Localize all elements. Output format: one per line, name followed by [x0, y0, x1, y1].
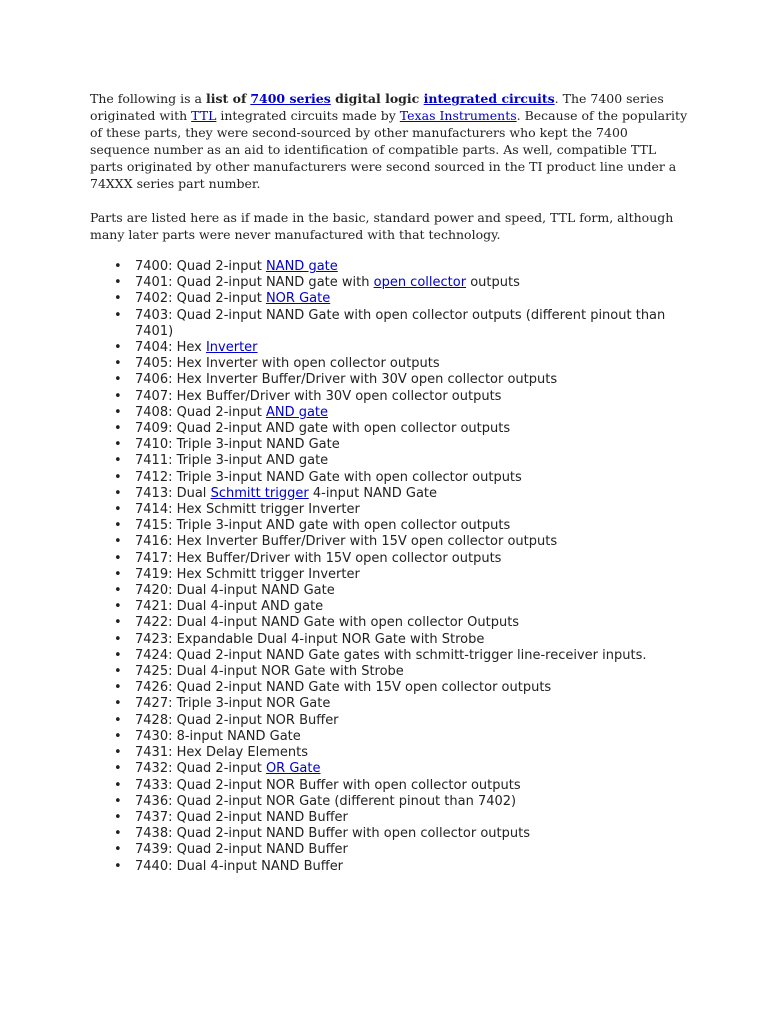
- bullet-icon: •: [114, 404, 122, 420]
- list-item-text: 7430: 8-input NAND Gate: [135, 728, 301, 744]
- intro-text: The following is a: [90, 91, 206, 106]
- list-item-text: 7437: Quad 2-input NAND Buffer: [135, 809, 348, 825]
- list-item: [90, 826, 690, 842]
- list-item-text: 7438: Quad 2-input NAND Buffer with open collector outputs: [135, 826, 530, 842]
- intro-bold-text: digital logic: [330, 91, 424, 106]
- bullet-icon: •: [114, 534, 122, 550]
- list-item-text: 7415: Triple 3-input AND gate with open collector outputs: [135, 518, 511, 534]
- link-ttl[interactable]: TTL: [191, 108, 217, 123]
- list-item-link[interactable]: Schmitt trigger: [210, 485, 309, 501]
- list-item-text: 4-input NAND Gate: [308, 485, 438, 501]
- bullet-icon: •: [114, 761, 122, 777]
- bullet-icon: •: [114, 356, 122, 372]
- list-item-text: 7428: Quad 2-input NOR Buffer: [135, 712, 339, 728]
- list-item: [90, 680, 690, 696]
- list-item-text: 7432: Quad 2-input: [135, 761, 266, 777]
- intro-text: integrated circuits made by: [216, 108, 400, 123]
- list-item: [90, 859, 690, 875]
- bullet-icon: •: [114, 469, 122, 485]
- parts-list: [90, 259, 690, 875]
- list-item-link[interactable]: open collector: [373, 275, 467, 291]
- list-item: [90, 551, 690, 567]
- list-item: [90, 275, 690, 291]
- list-item-text: 7404: Hex: [135, 340, 206, 356]
- bullet-icon: •: [114, 437, 122, 453]
- list-item-text: 7425: Dual 4-input NOR Gate with Strobe: [135, 664, 404, 680]
- list-item: [90, 356, 690, 372]
- list-item: [90, 745, 690, 761]
- list-item-text: 7414: Hex Schmitt trigger Inverter: [135, 502, 360, 518]
- bullet-icon: •: [114, 307, 122, 323]
- list-item: [90, 599, 690, 615]
- list-item: [90, 696, 690, 712]
- bullet-icon: •: [114, 696, 122, 712]
- list-item-text: 7440: Dual 4-input NAND Buffer: [135, 858, 344, 874]
- bullet-icon: •: [114, 583, 122, 599]
- bullet-icon: •: [114, 728, 122, 744]
- bullet-icon: •: [114, 680, 122, 696]
- link-texas-instruments[interactable]: Texas Instruments: [399, 108, 517, 123]
- list-item-text: 7436: Quad 2-input NOR Gate (different pinout than 7402): [135, 793, 517, 809]
- list-item: [90, 486, 690, 502]
- intro-text: . The 7400 series originated with: [90, 91, 664, 123]
- list-item: [90, 291, 690, 307]
- list-item: [90, 340, 690, 356]
- intro-text: . Because of the popularity of these parts, they were second-sourced by other manufacturers who kept the 7400 sequence number as an aid to identification of compatible parts. As well, compatible TTL parts originated by other manufacturers were second sourced in the TI product line under a 74XXX series part number.: [90, 108, 688, 191]
- bullet-icon: •: [114, 777, 122, 793]
- bullet-icon: •: [114, 647, 122, 663]
- list-item-text: 7403: Quad 2-input NAND Gate with open collector outputs (different pinout than 7401): [135, 307, 666, 339]
- bullet-icon: •: [114, 809, 122, 825]
- list-item-text: 7406: Hex Inverter Buffer/Driver with 30V open collector outputs: [135, 372, 558, 388]
- document-page: [90, 90, 690, 875]
- list-item-text: 7412: Triple 3-input NAND Gate with open collector outputs: [135, 469, 522, 485]
- bullet-icon: •: [114, 826, 122, 842]
- list-item-text: 7408: Quad 2-input: [135, 404, 266, 420]
- bullet-icon: •: [114, 745, 122, 761]
- list-item: [90, 421, 690, 437]
- list-item: [90, 259, 690, 275]
- list-item: [90, 534, 690, 550]
- list-item-text: 7407: Hex Buffer/Driver with 30V open collector outputs: [135, 388, 502, 404]
- bullet-icon: •: [114, 453, 122, 469]
- list-item-text: 7413: Dual: [135, 485, 211, 501]
- bullet-icon: •: [114, 664, 122, 680]
- list-item-text: 7424: Quad 2-input NAND Gate gates with schmitt-trigger line-receiver inputs.: [135, 647, 647, 663]
- list-item-text: 7421: Dual 4-input AND gate: [135, 599, 324, 615]
- bullet-icon: •: [114, 631, 122, 647]
- list-item-text: 7411: Triple 3-input AND gate: [135, 453, 329, 469]
- list-item-text: 7417: Hex Buffer/Driver with 15V open collector outputs: [135, 550, 502, 566]
- list-item-text: outputs: [466, 275, 520, 291]
- bullet-icon: •: [114, 566, 122, 582]
- list-item-text: 7426: Quad 2-input NAND Gate with 15V open collector outputs: [135, 680, 552, 696]
- list-item-text: 7400: Quad 2-input: [135, 259, 266, 274]
- list-item: [90, 810, 690, 826]
- bullet-icon: •: [114, 550, 122, 566]
- bullet-icon: •: [114, 275, 122, 291]
- list-item-text: 7439: Quad 2-input NAND Buffer: [135, 842, 348, 858]
- list-item: [90, 761, 690, 777]
- bullet-icon: •: [114, 712, 122, 728]
- list-item: [90, 453, 690, 469]
- list-item-text: 7410: Triple 3-input NAND Gate: [135, 437, 340, 453]
- bullet-icon: •: [114, 518, 122, 534]
- link-7400-series[interactable]: 7400 series: [250, 91, 331, 106]
- list-item: [90, 583, 690, 599]
- bullet-icon: •: [114, 858, 122, 874]
- list-item-text: 7419: Hex Schmitt trigger Inverter: [135, 566, 360, 582]
- bullet-icon: •: [114, 421, 122, 437]
- list-item: [90, 648, 690, 664]
- bullet-icon: •: [114, 259, 122, 274]
- list-item: [90, 518, 690, 534]
- list-item-link[interactable]: NOR Gate: [265, 291, 331, 307]
- bullet-icon: •: [114, 842, 122, 858]
- list-item: [90, 615, 690, 631]
- bullet-icon: •: [114, 388, 122, 404]
- bullet-icon: •: [114, 615, 122, 631]
- bullet-icon: •: [114, 599, 122, 615]
- link-integrated-circuits[interactable]: integrated circuits: [423, 91, 555, 106]
- list-item-text: 7405: Hex Inverter with open collector outputs: [135, 356, 440, 372]
- list-item-text: 7431: Hex Delay Elements: [135, 745, 308, 761]
- list-item: [90, 437, 690, 453]
- list-item-text: 7422: Dual 4-input NAND Gate with open collector Outputs: [135, 615, 520, 631]
- list-item-text: 7409: Quad 2-input AND gate with open collector outputs: [135, 421, 511, 437]
- list-item: [90, 389, 690, 405]
- bullet-icon: •: [114, 291, 122, 307]
- list-item: [90, 470, 690, 486]
- bullet-icon: •: [114, 485, 122, 501]
- list-item: [90, 567, 690, 583]
- list-item: [90, 713, 690, 729]
- bullet-icon: •: [114, 372, 122, 388]
- list-item-link[interactable]: AND gate: [265, 404, 329, 420]
- list-item-text: 7401: Quad 2-input NAND gate with: [135, 275, 374, 291]
- list-item-link[interactable]: Inverter: [205, 340, 258, 356]
- bullet-icon: •: [114, 793, 122, 809]
- list-item: [90, 502, 690, 518]
- list-item-text: 7423: Expandable Dual 4-input NOR Gate with Strobe: [135, 631, 485, 647]
- list-item: [90, 405, 690, 421]
- bullet-icon: •: [114, 502, 122, 518]
- intro-paragraph: [90, 90, 690, 192]
- list-item-text: 7416: Hex Inverter Buffer/Driver with 15V open collector outputs: [135, 534, 558, 550]
- bullet-icon: •: [114, 340, 122, 356]
- parts-note-paragraph: Parts are listed here as if made in the basic, standard power and speed, TTL form, although many later parts were never manufactured with that technology.: [90, 210, 674, 242]
- list-item-text: 7427: Triple 3-input NOR Gate: [135, 696, 331, 712]
- list-item: [90, 729, 690, 745]
- list-item-link[interactable]: NAND gate: [265, 259, 338, 274]
- list-item-text: 7433: Quad 2-input NOR Buffer with open collector outputs: [135, 777, 521, 793]
- list-item: [90, 794, 690, 810]
- list-item: [90, 372, 690, 388]
- list-item: [90, 308, 690, 340]
- list-item: [90, 842, 690, 858]
- list-item: [90, 778, 690, 794]
- list-item: [90, 664, 690, 680]
- list-item-text: 7402: Quad 2-input: [135, 291, 266, 307]
- list-item-text: 7420: Dual 4-input NAND Gate: [135, 583, 335, 599]
- intro-bold-text: list of: [205, 91, 247, 106]
- list-item: [90, 632, 690, 648]
- list-item-link[interactable]: OR Gate: [265, 761, 321, 777]
